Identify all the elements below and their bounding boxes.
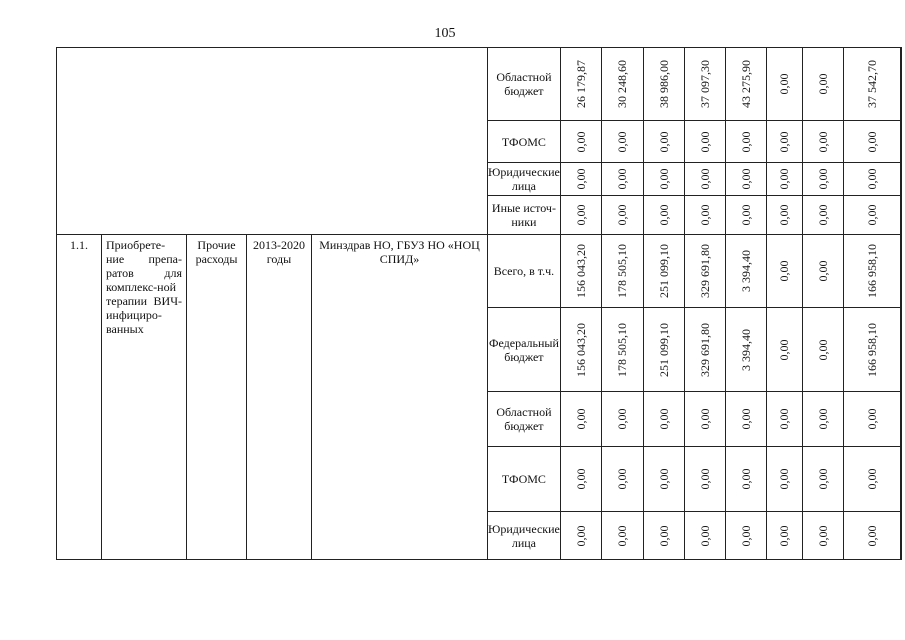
value-cell	[643, 447, 684, 512]
value-cell	[601, 196, 643, 235]
value-text: 0,00	[573, 525, 588, 546]
value-text	[900, 205, 901, 226]
value-cell	[601, 447, 643, 512]
value-text: 3 394,40	[738, 250, 753, 292]
value-cell	[802, 308, 843, 392]
value-text: 37 542,70	[864, 60, 879, 108]
value-cell	[900, 48, 901, 121]
value-text: 0,00	[697, 168, 712, 190]
value-cell	[766, 512, 802, 560]
value-text: 0,00	[656, 204, 671, 226]
value-cell	[560, 392, 601, 447]
value-text: 0,00	[864, 168, 879, 190]
value-text: 0,00	[815, 525, 830, 546]
value-cell	[684, 235, 725, 308]
value-cell	[900, 392, 901, 447]
value-cell	[802, 235, 843, 308]
value-text: 0,00	[777, 168, 792, 190]
value-text: 0,00	[815, 339, 830, 360]
value-cell	[843, 163, 900, 196]
value-cell	[900, 235, 901, 308]
value-cell	[725, 308, 766, 392]
value-cell	[725, 235, 766, 308]
value-cell	[843, 447, 900, 512]
value-text: 0,00	[656, 408, 671, 430]
value-cell	[725, 48, 766, 121]
value-cell	[684, 392, 725, 447]
value-cell	[900, 447, 901, 512]
value-text	[900, 57, 901, 111]
value-cell	[766, 235, 802, 308]
value-cell	[684, 447, 725, 512]
value-cell	[560, 512, 601, 560]
funding-source: Областной бюджет	[488, 48, 561, 121]
funding-source: ТФОМС	[488, 447, 561, 512]
value-text	[900, 409, 901, 430]
value-text: 0,00	[815, 204, 830, 226]
value-cell	[684, 48, 725, 121]
value-text: 0,00	[656, 525, 671, 546]
value-cell	[725, 121, 766, 163]
value-text: 0,00	[815, 131, 830, 152]
funding-source: Юридические лица	[488, 512, 561, 560]
value-cell	[725, 512, 766, 560]
period: 2013-2020 годы	[247, 235, 312, 560]
value-cell	[900, 512, 901, 560]
value-cell	[843, 48, 900, 121]
value-text: 0,00	[697, 131, 712, 152]
value-cell	[802, 48, 843, 121]
value-cell	[643, 121, 684, 163]
value-cell	[900, 121, 901, 163]
value-cell	[802, 512, 843, 560]
value-cell	[601, 235, 643, 308]
value-text: 0,00	[815, 73, 830, 95]
value-text: 0,00	[777, 73, 792, 95]
value-cell	[643, 48, 684, 121]
funding-source: ТФОМС	[488, 121, 561, 163]
value-text: 329 691,80	[697, 322, 712, 377]
value-text: 0,00	[777, 260, 792, 282]
value-cell	[900, 163, 901, 196]
value-text: 0,00	[777, 131, 792, 152]
value-text: 0,00	[864, 468, 879, 490]
value-text: 0,00	[697, 408, 712, 430]
value-text: 0,00	[815, 168, 830, 190]
value-cell	[725, 196, 766, 235]
value-text	[900, 131, 901, 152]
value-cell	[560, 235, 601, 308]
funding-source: Областной бюджет	[488, 392, 561, 447]
value-cell	[643, 308, 684, 392]
funding-source: Иные источ-ники	[488, 196, 561, 235]
value-cell	[802, 447, 843, 512]
value-text: 26 179,87	[573, 60, 588, 108]
value-text: 166 958,10	[864, 244, 879, 298]
value-text: 0,00	[573, 468, 588, 490]
value-text: 30 248,60	[615, 60, 630, 108]
executor: Минздрав НО, ГБУЗ НО «НОЦ СПИД»	[312, 235, 488, 560]
value-text: 37 097,30	[697, 60, 712, 108]
value-text: 0,00	[738, 204, 753, 226]
value-cell	[843, 392, 900, 447]
value-cell	[684, 121, 725, 163]
value-text: 0,00	[615, 131, 630, 152]
value-text: 0,00	[573, 131, 588, 152]
item-number: 1.1.	[57, 235, 102, 560]
value-cell	[802, 163, 843, 196]
value-text: 0,00	[697, 525, 712, 546]
value-text: 166 958,10	[864, 322, 879, 377]
value-cell	[601, 163, 643, 196]
value-cell	[766, 392, 802, 447]
value-cell	[560, 308, 601, 392]
value-text: 0,00	[615, 168, 630, 190]
blank-merged-cell	[57, 48, 488, 235]
value-text: 0,00	[656, 131, 671, 152]
value-text: 0,00	[815, 408, 830, 430]
value-text: 251 099,10	[656, 322, 671, 377]
item-description: Приобрете-ние препа-ратов для комплекс-ной терапии ВИЧ-инфициро-ванных	[102, 235, 187, 560]
value-cell	[843, 121, 900, 163]
value-cell	[766, 163, 802, 196]
value-text: 0,00	[864, 408, 879, 430]
value-cell	[843, 196, 900, 235]
value-text: 0,00	[777, 468, 792, 490]
value-cell	[601, 392, 643, 447]
value-text	[900, 469, 901, 490]
value-cell	[601, 48, 643, 121]
value-cell	[766, 48, 802, 121]
value-cell	[766, 121, 802, 163]
value-text: 0,00	[777, 204, 792, 226]
value-cell	[560, 196, 601, 235]
funding-source: Юридические лица	[488, 163, 561, 196]
table-row	[57, 48, 902, 121]
value-cell	[643, 512, 684, 560]
value-text: 0,00	[777, 525, 792, 546]
value-text: 43 275,90	[738, 60, 753, 108]
value-cell	[643, 235, 684, 308]
value-text: 0,00	[615, 204, 630, 226]
value-cell	[900, 196, 901, 235]
value-cell	[843, 512, 900, 560]
value-text: 0,00	[738, 131, 753, 152]
value-text: 0,00	[615, 525, 630, 546]
value-text: 0,00	[815, 260, 830, 282]
table-body	[57, 48, 902, 560]
value-text	[900, 318, 901, 381]
value-cell	[766, 447, 802, 512]
value-cell	[560, 163, 601, 196]
value-text: 0,00	[573, 204, 588, 226]
value-text: 0,00	[656, 468, 671, 490]
value-text: 0,00	[864, 204, 879, 226]
value-text: 0,00	[615, 408, 630, 430]
value-cell	[802, 196, 843, 235]
value-text	[900, 240, 901, 303]
value-text: 156 043,20	[573, 322, 588, 377]
value-cell	[725, 163, 766, 196]
value-cell	[843, 308, 900, 392]
value-text: 156 043,20	[573, 244, 588, 298]
value-cell	[643, 163, 684, 196]
value-cell	[843, 235, 900, 308]
value-text: 0,00	[777, 408, 792, 430]
expense-type: Прочие расходы	[187, 235, 247, 560]
value-text: 0,00	[738, 468, 753, 490]
value-cell	[684, 512, 725, 560]
value-cell	[560, 121, 601, 163]
value-cell	[684, 163, 725, 196]
value-text: 251 099,10	[656, 244, 671, 298]
value-cell	[560, 447, 601, 512]
value-cell	[601, 308, 643, 392]
value-cell	[601, 512, 643, 560]
value-text: 0,00	[573, 168, 588, 190]
value-text: 0,00	[738, 408, 753, 430]
value-cell	[766, 196, 802, 235]
value-cell	[900, 308, 901, 392]
value-cell	[643, 392, 684, 447]
value-text: 3 394,40	[738, 328, 753, 371]
value-text: 178 505,10	[615, 244, 630, 298]
page-number: 105	[434, 26, 456, 41]
value-text: 0,00	[697, 468, 712, 490]
value-cell	[684, 308, 725, 392]
value-text: 38 986,00	[656, 60, 671, 108]
value-text: 0,00	[864, 131, 879, 152]
funding-source: Всего, в т.ч.	[488, 235, 561, 308]
budget-table	[56, 47, 902, 560]
value-cell	[560, 48, 601, 121]
value-cell	[725, 392, 766, 447]
value-cell	[684, 196, 725, 235]
value-text: 0,00	[656, 168, 671, 190]
value-text: 0,00	[573, 408, 588, 430]
value-text: 0,00	[697, 204, 712, 226]
funding-source: Федеральный бюджет	[488, 308, 561, 392]
value-text: 0,00	[615, 468, 630, 490]
value-text: 0,00	[738, 525, 753, 546]
value-cell	[643, 196, 684, 235]
table-row	[57, 235, 902, 308]
value-cell	[601, 121, 643, 163]
value-text	[900, 525, 901, 546]
value-text	[900, 169, 901, 190]
value-text: 329 691,80	[697, 244, 712, 298]
value-cell	[802, 121, 843, 163]
value-cell	[725, 447, 766, 512]
value-text: 0,00	[815, 468, 830, 490]
value-cell	[766, 308, 802, 392]
value-text: 0,00	[864, 525, 879, 546]
value-text: 0,00	[777, 339, 792, 360]
value-cell	[802, 392, 843, 447]
value-text: 0,00	[738, 168, 753, 190]
value-text: 178 505,10	[615, 322, 630, 377]
